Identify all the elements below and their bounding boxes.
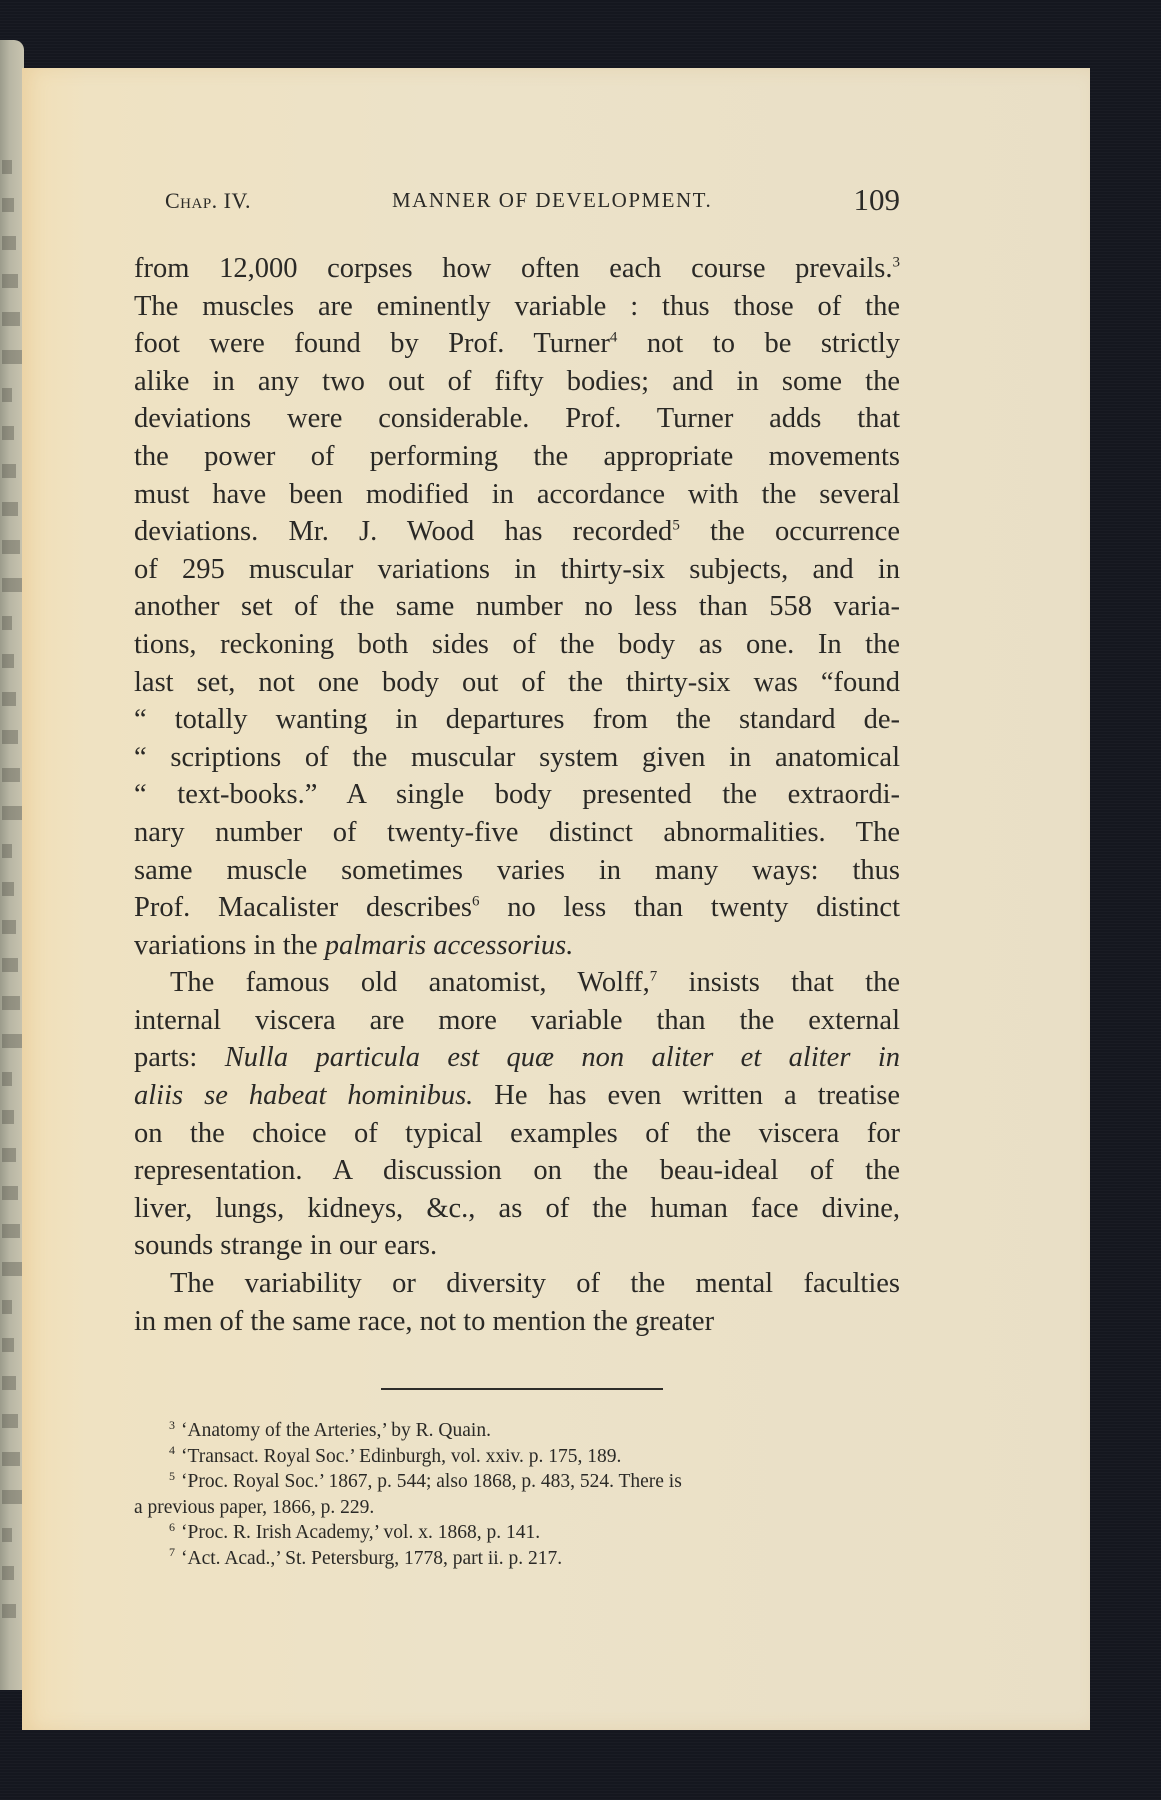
chapter-label: Chap. IV. <box>165 188 252 213</box>
text-line: in men of the same race, not to mention the greater <box>134 1305 715 1337</box>
facing-page-edge <box>0 40 24 1690</box>
facing-page-text-bleed <box>2 1148 16 1162</box>
facing-page-text-bleed <box>2 996 20 1010</box>
text-line: must have been modified in accordance with the several <box>134 478 900 510</box>
text-line: foot were found by Prof. Turner$^4$ not to be strictly <box>134 328 900 360</box>
text-line: Prof. Macalister describes$^6$ no less than twenty distinct <box>134 892 900 924</box>
text-line: nary number of twenty-five distinct abnormalities. The <box>134 816 900 848</box>
facing-page-text-bleed <box>2 1224 20 1238</box>
text-line: last set, not one body out of the thirty-six was “found <box>134 666 900 698</box>
footnote-divider <box>381 1388 663 1390</box>
facing-page-text-bleed <box>2 1414 18 1428</box>
facing-page-text-bleed <box>2 1300 12 1314</box>
footnote-number: 4 <box>169 1443 175 1458</box>
text-line: liver, lungs, kidneys, &c., as of the human face divine, <box>134 1192 900 1224</box>
footnote: a previous paper, 1866, p. 229. <box>134 1496 375 1518</box>
facing-page-text-bleed <box>2 958 18 972</box>
footnote-number: 5 <box>169 1468 175 1483</box>
facing-page-text-bleed <box>2 768 20 782</box>
facing-page-text-bleed <box>2 1072 12 1086</box>
facing-page-text-bleed <box>2 1034 22 1048</box>
footnote-ref: 3 <box>892 254 900 271</box>
facing-page-text-bleed <box>2 1110 14 1124</box>
text-line: tions, reckoning both sides of the body as one. In the <box>134 628 900 660</box>
facing-page-text-bleed <box>2 1566 14 1580</box>
facing-page-text-bleed <box>2 1338 14 1352</box>
facing-page-text-bleed <box>2 654 14 668</box>
text-line: deviations were considerable. Prof. Turner adds that <box>134 403 900 435</box>
facing-page-text-bleed <box>2 388 12 402</box>
running-title: MANNER OF DEVELOPMENT. <box>392 188 713 212</box>
text-line: another set of the same number no less than 558 varia- <box>134 591 900 623</box>
facing-page-text-bleed <box>2 692 16 706</box>
text-line: variations in the palmaris accessorius. <box>134 929 574 961</box>
text-line: aliis se habeat hominibus. He has even written a treatise <box>134 1080 900 1112</box>
footnote: $^3$ ‘Anatomy of the Arteries,’ by R. Quain. <box>169 1417 491 1441</box>
facing-page-text-bleed <box>2 540 20 554</box>
footnote-number: 7 <box>169 1545 175 1560</box>
body-text <box>134 250 900 1340</box>
text-line: sounds strange in our ears. <box>134 1230 438 1262</box>
text-line: The variability or diversity of the mental faculties <box>170 1268 900 1300</box>
text-line: “ text-books.” A single body presented the extraordi- <box>134 779 900 811</box>
text-line: representation. A discussion on the beau-ideal of the <box>134 1155 900 1187</box>
facing-page-text-bleed <box>2 882 14 896</box>
facing-page-text-bleed <box>2 616 12 630</box>
footnote: $^5$ ‘Proc. Royal Soc.’ 1867, p. 544; also 1868, p. 483, 524. There is <box>169 1468 682 1493</box>
text-line: internal viscera are more variable than the external <box>134 1004 900 1036</box>
text-line: alike in any two out of fifty bodies; and in some the <box>134 365 900 397</box>
facing-page-text-bleed <box>2 1490 22 1504</box>
text-line: same muscle sometimes varies in many ways: thus <box>134 854 900 886</box>
facing-page-text-bleed <box>2 426 14 440</box>
text-line: of 295 muscular variations in thirty-six subjects, and in <box>134 553 900 585</box>
running-header <box>165 182 900 222</box>
text-line: parts: Nulla particula est quæ non aliter et aliter in <box>134 1042 900 1074</box>
facing-page-text-bleed <box>2 274 18 288</box>
facing-page-text-bleed <box>2 1452 20 1466</box>
facing-page-text-bleed <box>2 1376 16 1390</box>
facing-page-text-bleed <box>2 236 16 250</box>
facing-page-text-bleed <box>2 806 22 820</box>
text-line: from 12,000 corpses how often each course prevails.$^3$ <box>134 253 900 284</box>
facing-page-text-bleed <box>2 1528 12 1542</box>
text-line: on the choice of typical examples of the viscera for <box>134 1117 900 1149</box>
text-line: “ totally wanting in departures from the standard de- <box>134 704 900 736</box>
text-line: the power of performing the appropriate movements <box>134 440 900 472</box>
footnote-number: 3 <box>169 1417 175 1432</box>
facing-page-text-bleed <box>2 198 14 212</box>
facing-page-text-bleed <box>2 312 20 326</box>
footnote-ref: 4 <box>609 329 618 346</box>
facing-page-text-bleed <box>2 920 16 934</box>
facing-page-text-bleed <box>2 1604 16 1618</box>
text-line: “ scriptions of the muscular system given in anatomical <box>134 741 900 773</box>
footnote-ref: 5 <box>672 517 680 534</box>
text-line: The famous old anatomist, Wolff,$^7$ insists that the <box>170 967 900 999</box>
facing-page-text-bleed <box>2 1186 18 1200</box>
facing-page-text-bleed <box>2 502 18 516</box>
text-line: deviations. Mr. J. Wood has recorded$^5$ the occurrence <box>134 516 900 548</box>
facing-page-text-bleed <box>2 1262 22 1276</box>
footnote: $^7$ ‘Act. Acad.,’ St. Petersburg, 1778, part ii. p. 217. <box>169 1545 563 1569</box>
footnotes <box>134 1418 924 1572</box>
facing-page-text-bleed <box>2 844 12 858</box>
page-number: 109 <box>853 182 900 217</box>
footnote: $^6$ ‘Proc. R. Irish Academy,’ vol. x. 1868, p. 141. <box>169 1519 541 1544</box>
facing-page-text-bleed <box>2 464 16 478</box>
footnote: $^4$ ‘Transact. Royal Soc.’ Edinburgh, vol. xxiv. p. 175, 189. <box>169 1443 622 1467</box>
footnote-ref: 7 <box>649 968 658 985</box>
facing-page-text-bleed <box>2 730 18 744</box>
footnote-ref: 6 <box>472 893 480 910</box>
footnote-number: 6 <box>169 1519 175 1534</box>
facing-page-text-bleed <box>2 160 12 174</box>
facing-page-text-bleed <box>2 578 22 592</box>
text-line: The muscles are eminently variable : thus those of the <box>134 290 900 322</box>
facing-page-text-bleed <box>2 350 22 364</box>
